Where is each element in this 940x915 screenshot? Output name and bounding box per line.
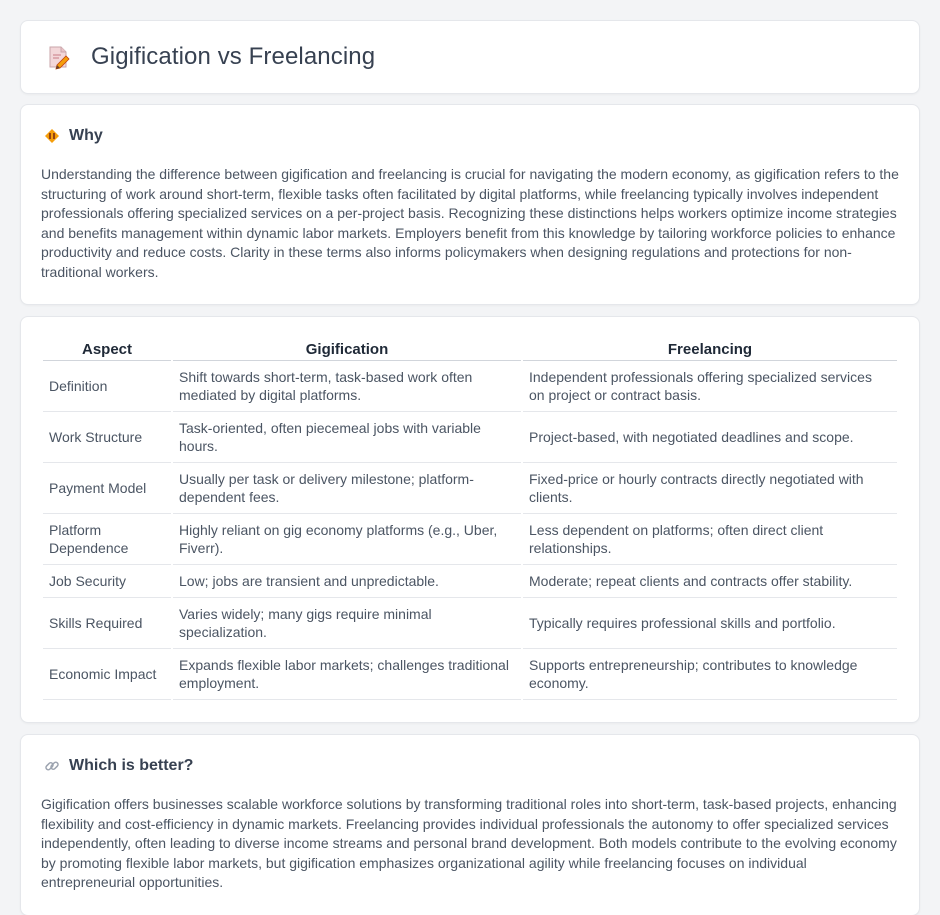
table-row — [43, 412, 897, 463]
gigification-cell: Highly reliant on gig economy platforms (e.g., Uber, Fiverr). — [173, 514, 521, 565]
freelancing-cell: Fixed-price or hourly contracts directly negotiated with clients. — [523, 463, 897, 514]
document-pencil-icon — [45, 44, 71, 70]
which-better-heading — [41, 757, 899, 775]
comparison-table — [41, 337, 899, 700]
why-heading — [41, 127, 899, 145]
table-row — [43, 463, 897, 514]
which-better-title: Which is better? — [69, 757, 194, 774]
aspect-cell: Skills Required — [43, 598, 171, 649]
page-title: Gigification vs Freelancing — [91, 43, 376, 70]
comparison-card — [20, 316, 920, 723]
table-header-row — [43, 337, 897, 361]
aspect-cell: Economic Impact — [43, 649, 171, 700]
which-better-body: Gigification offers businesses scalable workforce solutions by transforming traditional roles into short-term, task-based projects, enhancing flexibility and cost-efficiency in dynamic markets. Freelancing provides individual professionals the autonomy to offer specialized services independently, often leading to diverse income streams and personal brand development. Both models contribute to the evolving economy by promoting flexible labor markets, but gigification emphasizes organizational agility while freelancing focuses on individual entrepreneurial opportunities. — [41, 796, 897, 890]
freelancing-cell: Supports entrepreneurship; contributes to knowledge economy. — [523, 649, 897, 700]
diamond-warning-icon — [43, 127, 61, 145]
freelancing-cell: Project-based, with negotiated deadlines and scope. — [523, 412, 897, 463]
table-row — [43, 361, 897, 412]
table-row — [43, 598, 897, 649]
aspect-cell: Work Structure — [43, 412, 171, 463]
table-row — [43, 514, 897, 565]
gigification-cell: Expands flexible labor markets; challenges traditional employment. — [173, 649, 521, 700]
aspect-cell: Payment Model — [43, 463, 171, 514]
why-title: Why — [69, 127, 103, 144]
gigification-cell: Task-oriented, often piecemeal jobs with variable hours. — [173, 412, 521, 463]
why-body: Understanding the difference between gigification and freelancing is crucial for navigating the modern economy, as gigification refers to the structuring of work around short-term, flexible tasks often facilitated by digital platforms, while freelancing typically involves independent professionals offering specialized services on a per-project basis. Recognizing these distinctions helps workers optimize income strategies and benefits management within dynamic labor markets. Employers benefit from this knowledge by tailoring workforce policies to enhance productivity and reduce costs. Clarity in these terms also informs policymakers when designing regulations and protections for non-traditional workers. — [41, 166, 899, 280]
gigification-cell: Varies widely; many gigs require minimal specialization. — [173, 598, 521, 649]
freelancing-cell: Typically requires professional skills and portfolio. — [523, 598, 897, 649]
gigification-cell: Low; jobs are transient and unpredictable. — [173, 565, 521, 598]
freelancing-cell: Moderate; repeat clients and contracts offer stability. — [523, 565, 897, 598]
header-gigification: Gigification — [173, 337, 521, 361]
aspect-cell: Platform Dependence — [43, 514, 171, 565]
gigification-cell: Usually per task or delivery milestone; platform-dependent fees. — [173, 463, 521, 514]
header-aspect: Aspect — [43, 337, 171, 361]
table-row — [43, 565, 897, 598]
link-icon — [43, 757, 61, 775]
aspect-cell: Job Security — [43, 565, 171, 598]
gigification-cell: Shift towards short-term, task-based work often mediated by digital platforms. — [173, 361, 521, 412]
freelancing-cell: Independent professionals offering specialized services on project or contract basis. — [523, 361, 897, 412]
aspect-cell: Definition — [43, 361, 171, 412]
freelancing-cell: Less dependent on platforms; often direct client relationships. — [523, 514, 897, 565]
which-better-section — [20, 734, 920, 915]
why-section — [20, 104, 920, 305]
header-card — [20, 20, 920, 94]
table-row — [43, 649, 897, 700]
header-freelancing: Freelancing — [523, 337, 897, 361]
